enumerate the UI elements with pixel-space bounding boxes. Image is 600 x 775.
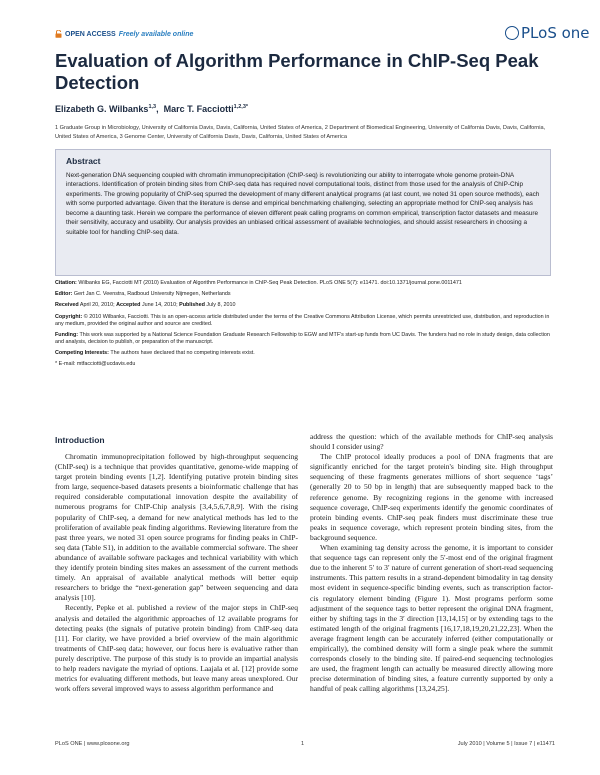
body-column-right (310, 432, 553, 694)
paragraph: Chromatin immunoprecipitation followed by high-throughput sequencing (ChIP-seq) is a technique that provides quantitative, genome-wide mapping of target protein binding events [1,2]. Identifying putative protein binding sites from large, sequence-based datasets presents a bioinformatic challenge that has required considerable computational innovation despite the availability of numerous programs for ChIP-Chip analysis [3,4,5,6,7,8,9]. With the rising popularity of ChIP-seq, a demand for new analytical methods has led to the proliferation of available peak finding algorithms. Reviewing literature from the past three years, we noted 31 open source programs for finding peaks in ChIP-seq data (Table S1), in addition to the available commercial software. The sheer abundance of available software packages and technical variability with which they identify protein binding sites makes an assessment of the current methods timely. An appraisal of available analytical methods will better equip researchers to bridge the “next-generation gap” between sequencing and data analysis [10]. (55, 452, 298, 603)
open-access-banner (55, 30, 193, 38)
competing-interests: Competing Interests: The authors have declared that no competing interests exist. (55, 350, 255, 357)
article-title: Evaluation of Algorithm Performance in ChIP-Seq Peak Detection (55, 50, 539, 93)
paragraph: address the question: which of the available methods for ChIP-seq analysis should I consider using? (310, 432, 553, 452)
paragraph: The ChIP protocol ideally produces a pool of DNA fragments that are significantly enriched for the target protein's binding site. High throughput sequencing of these fragments generates millions of short sequence ‘tags’ (generally 20 to 50 bp in length) that are subsequently mapped back to the reference genome. By recognizing regions in the genome with increased sequence coverage, ChIP-seq experiments identify the genomic coordinates of protein binding events. ChIP-seq peak finders must discriminate these true peaks in sequence coverage, which represent protein binding sites, from the background sequence. (310, 452, 553, 542)
editor: Editor: Gert Jan C. Veenstra, Radboud University Nijmegen, Netherlands (55, 291, 231, 298)
email[interactable]: * E-mail: mtfacciotti@ucdavis.edu (55, 361, 136, 368)
footer-issue: July 2010 | Volume 5 | Issue 7 | e11471 (457, 741, 555, 747)
abstract-box (55, 149, 551, 276)
body-column-left (55, 452, 298, 694)
funding: Funding: This work was supported by a National Science Foundation Graduate Research Fellowship to EGW and MTF's start-up funds from UC Davis. The funders had no role in study design, data collection and analysis, decision to publish, or preparation of the manuscript. (55, 331, 550, 345)
author-name: Elizabeth G. Wilbanks (55, 104, 149, 114)
author-name: Marc T. Facciotti (163, 104, 234, 114)
journal-logo (505, 24, 590, 42)
open-lock-icon (55, 30, 62, 38)
author-affil: 1,3 (148, 104, 157, 110)
paragraph: When examining tag density across the genome, it is important to consider that sequence tags can represent only the 5′-most end of the original fragment due to the inherent 5′ to 3′ nature of current generation of short-read sequencing instruments. This pattern results in a strand-dependent bimodality in tag density most evident in sequence-specific binding events, such as transcription factor-cis regulatory element binding (Figure 1). Most programs perform some adjustment of the sequence tags to better represent the original DNA fragment, either by shifting tags in the 3′ direction [13,14,15] or by extending tags to the estimated length of the original fragments [16,17,18,19,20,21,22,23]. When the average fragment length can be accurately inferred (either computationally or empirically), the combined density will form a single peak where the summit corresponds closely to the binding site. If paired-end sequencing technologies are used, the fragment length can actually be measured directly allowing more precise determination of binding sites, a feature currently supported by only a handful of peak calling algorithms [13,24,25]. (310, 543, 553, 694)
affiliations: 1 Graduate Group in Microbiology, University of California Davis, Davis, California, United States of America, 2 Department of Biomedical Engineering, University of California Davis, Davis, California, United States of America, 3 Genome Center, University of California Davis, Davis, California, United States of America (55, 125, 546, 140)
section-heading-introduction: Introduction (55, 435, 105, 445)
paragraph: Recently, Pepke et al. published a review of the major steps in ChIP-seq analysis and detailed the algorithmic approaches of 12 available programs for detecting peaks (the signals of putative protein binding) from ChIP-seq data [11]. For clarity, we have provided a brief overview of the main algorithmic treatments of ChIP-seq data; however, our focus here is evaluative rather than purely descriptive. The purpose of this study is to provide an impartial analysis to help readers navigate the myriad of options. Laajala et al. [12] provide some metrics for evaluating different methods, but leave many areas unexplored. Our work offers several improved ways to assess algorithm performance and (55, 603, 298, 694)
author-affil: 1,2,3* (233, 104, 249, 110)
abstract-heading: Abstract (66, 156, 101, 166)
dates: Received April 20, 2010; Accepted June 14, 2010; Published July 8, 2010 (55, 302, 236, 309)
copyright: Copyright: © 2010 Wilbanks, Facciotti. This is an open-access article distributed under the terms of the Creative Commons Attribution License, which permits unrestricted use, distribution, and reproduction in any medium, provided the original author and source are credited. (55, 313, 550, 327)
author-list: Elizabeth G. Wilbanks$^{1,3}$, Marc T. Facciotti$^{1,2,3*}$ (55, 104, 249, 114)
footer-journal[interactable]: PLoS ONE | www.plosone.org (55, 741, 130, 747)
journal-logo-text: PLoS one (521, 24, 590, 42)
abstract-text: Next-generation DNA sequencing coupled with chromatin immunoprecipitation (ChIP-seq) is revolutionizing our ability to interrogate whole genome protein-DNA interactions. Identification of protein binding sites from ChIP-seq data has required novel computational tools, distinct from those used for the analysis of ChIP-Chip experiments. The growing popularity of ChIP-seq spurred the development of many different analytical programs (at last count, we noted 31 open source methods), each with some purported advantage. Given that the literature is dense and empirical benchmarking challenging, selecting an appropriate method for ChIP-seq analysis has become a daunting task. Herein we compare the performance of eleven different peak calling programs on common empirical, transcription factor datasets and measure their sensitivity, accuracy and usability. Our analysis provides an unbiased critical assessment of available technologies, and should assist researchers in choosing a suitable tool for handling ChIP-seq data. (66, 172, 540, 236)
page-number: 1 (301, 741, 305, 747)
plos-ring-icon (505, 26, 519, 40)
citation: Citation: Wilbanks EG, Facciotti MT (2010) Evaluation of Algorithm Performance in ChIP-Seq Peak Detection. PLoS ONE 5(7): e11471. doi:10.1371/journal.pone.0011471 (55, 280, 462, 286)
open-access-label: OPEN ACCESS (65, 30, 116, 38)
freely-available-label: Freely available online (118, 30, 194, 38)
article-metadata (55, 280, 555, 373)
